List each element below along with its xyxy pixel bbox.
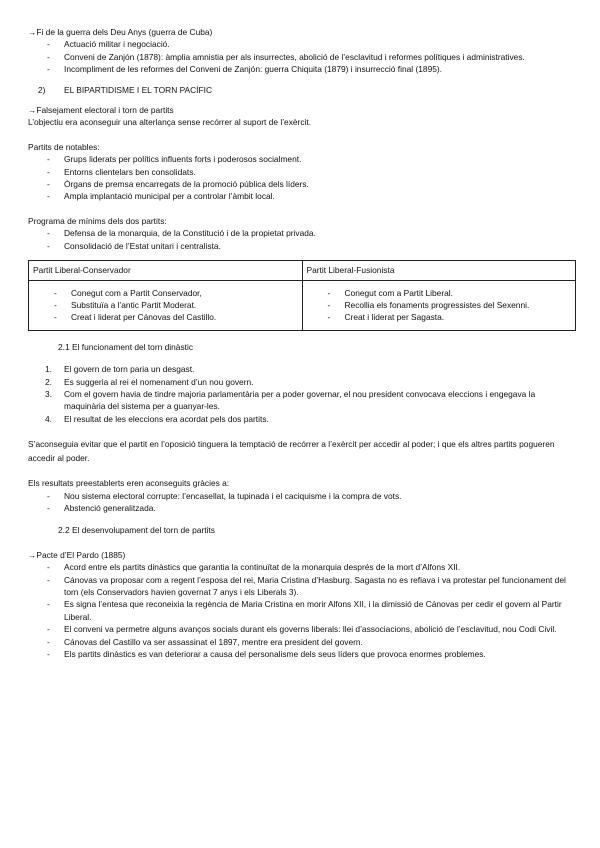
- results-list: [28, 490, 578, 515]
- list-item: - Actuació militar i negociació.: [64, 38, 578, 50]
- item-text: El resultat de les eleccions era acordat pels dos partits.: [64, 413, 269, 424]
- item-number: 4.: [45, 413, 52, 424]
- section-2-1-title: 2.1 El funcionament del torn dinàstic: [58, 341, 194, 352]
- electoral-line: L’objectiu era aconseguir una alterlança sense recórrer al suport de l’exèrcit.: [28, 117, 312, 128]
- list-item: - Conegut com a Partit Conservador,: [71, 287, 298, 299]
- list-item: - Acord entre els partits dinàstics que garantia la continuïtat de la monarquia després de la mort d’Alfons XII.: [64, 561, 578, 573]
- section-2-title: [28, 84, 578, 96]
- pardo-heading: →Pacte d’El Pardo (1885): [28, 549, 126, 560]
- list-item: - Creat i liderat per Cánovas del Castillo.: [71, 311, 298, 323]
- list-item: - Ampla implantació municipal per a controlar l’àmbit local.: [64, 190, 578, 202]
- torn-paragraph: S’aconseguia evitar que el partit en l’oposició tinguera la temptació de recórrer a l’exèrcit per accedir al poder; i que els altres partits pogueren accedir al poder.: [28, 439, 555, 464]
- notables-list: [28, 153, 578, 203]
- item-number: 2.: [45, 376, 52, 387]
- electoral-heading: →Falsejament electoral i torn de partits: [28, 105, 174, 116]
- list-item: [45, 376, 578, 388]
- list-item: - Entorns clientelars ben consolidats.: [64, 166, 578, 178]
- document-page: [28, 26, 578, 660]
- table-header-row: [29, 261, 576, 280]
- table-cell-right: [302, 280, 576, 330]
- list-item: - Els partits dinàstics es van deteriorar a causa del personalisme dels seus líders que provoca enormes problemes.: [64, 648, 578, 660]
- list-item: - Substituïa a l’antic Partit Moderat.: [71, 299, 298, 311]
- list-item: - Cánovas va proposar com a regent l’esposa del rei, Maria Cristina d’Hasburg. Sagasta no es refiava i va protestar pel funcionament del torn (els Conservadors havien governat 7 anys i els Liberals 3).: [64, 574, 578, 599]
- notables-heading: Partits de notables:: [28, 141, 100, 152]
- item-text: Com el govern havia de tindre majoria parlamentària per a poder governar, el nou president convocava eleccions i engegava la maquinària del sistema per a guanyar-les.: [64, 388, 536, 412]
- item-text: Es suggeria al rei el nomenament d’un nou govern.: [64, 376, 254, 387]
- list-item: - Incompliment de les reformes del Conveni de Zanjón: guerra Chiquita (1879) i insurrecció final (1895).: [64, 63, 578, 75]
- list-item: - Conveni de Zanjón (1878): àmplia amnistia per als insurrectes, abolició de l’esclavitud i reformes polítiques i administratives.: [64, 51, 578, 63]
- list-item: - Es signa l’entesa que reconeixia la regència de Maria Cristina en morir Alfons XII, i la dimissió de Cánovas per cedir el govern al Partir Liberal.: [64, 598, 578, 623]
- table-header-right: Partit Liberal-Fusionista: [302, 261, 576, 280]
- list-item: - Abstenció generalitzada.: [64, 502, 578, 514]
- list-item: [45, 363, 578, 375]
- cuba-war-list: [28, 38, 578, 75]
- section-title: EL BIPARTIDISME I EL TORN PACÍFIC: [64, 84, 212, 95]
- programa-heading: Programa de mínims dels dos partits:: [28, 215, 167, 226]
- section-number: 2): [38, 84, 46, 95]
- results-heading: Els resultats preestablerts eren aconseguits gràcies a:: [28, 478, 230, 489]
- pardo-list: [28, 561, 578, 660]
- list-item: - Defensa de la monarquia, de la Constitució i de la propietat privada.: [64, 227, 578, 239]
- list-item: - Creat i liderat per Sagasta.: [345, 311, 572, 323]
- table-cell-left: [29, 280, 303, 330]
- item-number: 1.: [45, 364, 52, 375]
- programa-list: [28, 227, 578, 252]
- item-number: 3.: [45, 388, 52, 399]
- cuba-war-heading: →Fi de la guerra dels Deu Anys (guerra de Cuba): [28, 27, 213, 37]
- list-item: - El conveni va permetre alguns avanços socials durant els governs liberals: llei d’associacions, abolició de l’esclavitud, nou Codi Civil.: [64, 623, 578, 635]
- table-header-left: Partit Liberal-Conservador: [29, 261, 303, 280]
- list-item: - Consolidació de l’Estat unitari i centralista.: [64, 240, 578, 252]
- torn-steps-list: [28, 363, 578, 425]
- list-item: - Cánovas del Castillo va ser assassinat el 1897, mentre era president del govern.: [64, 636, 578, 648]
- list-item: [45, 388, 578, 413]
- list-item: - Recollia els fonaments progressistes del Sexenni.: [345, 299, 572, 311]
- table-row: [29, 280, 576, 330]
- parties-table: [28, 260, 576, 331]
- list-item: [45, 413, 578, 425]
- item-text: El govern de torn paria un desgast.: [64, 364, 195, 375]
- list-item: - Nou sistema electoral corrupte: l’encasellat, la tupinada i el caciquisme i la compra de vots.: [64, 490, 578, 502]
- list-item: - Òrgans de premsa encarregats de la promoció pública dels líders.: [64, 178, 578, 190]
- list-item: - Grups liderats per polítics influents forts i poderosos socialment.: [64, 153, 578, 165]
- section-2-2-title: 2.2 El desenvolupament del torn de partits: [58, 525, 215, 536]
- list-item: - Conegut com a Partit Liberal.: [345, 287, 572, 299]
